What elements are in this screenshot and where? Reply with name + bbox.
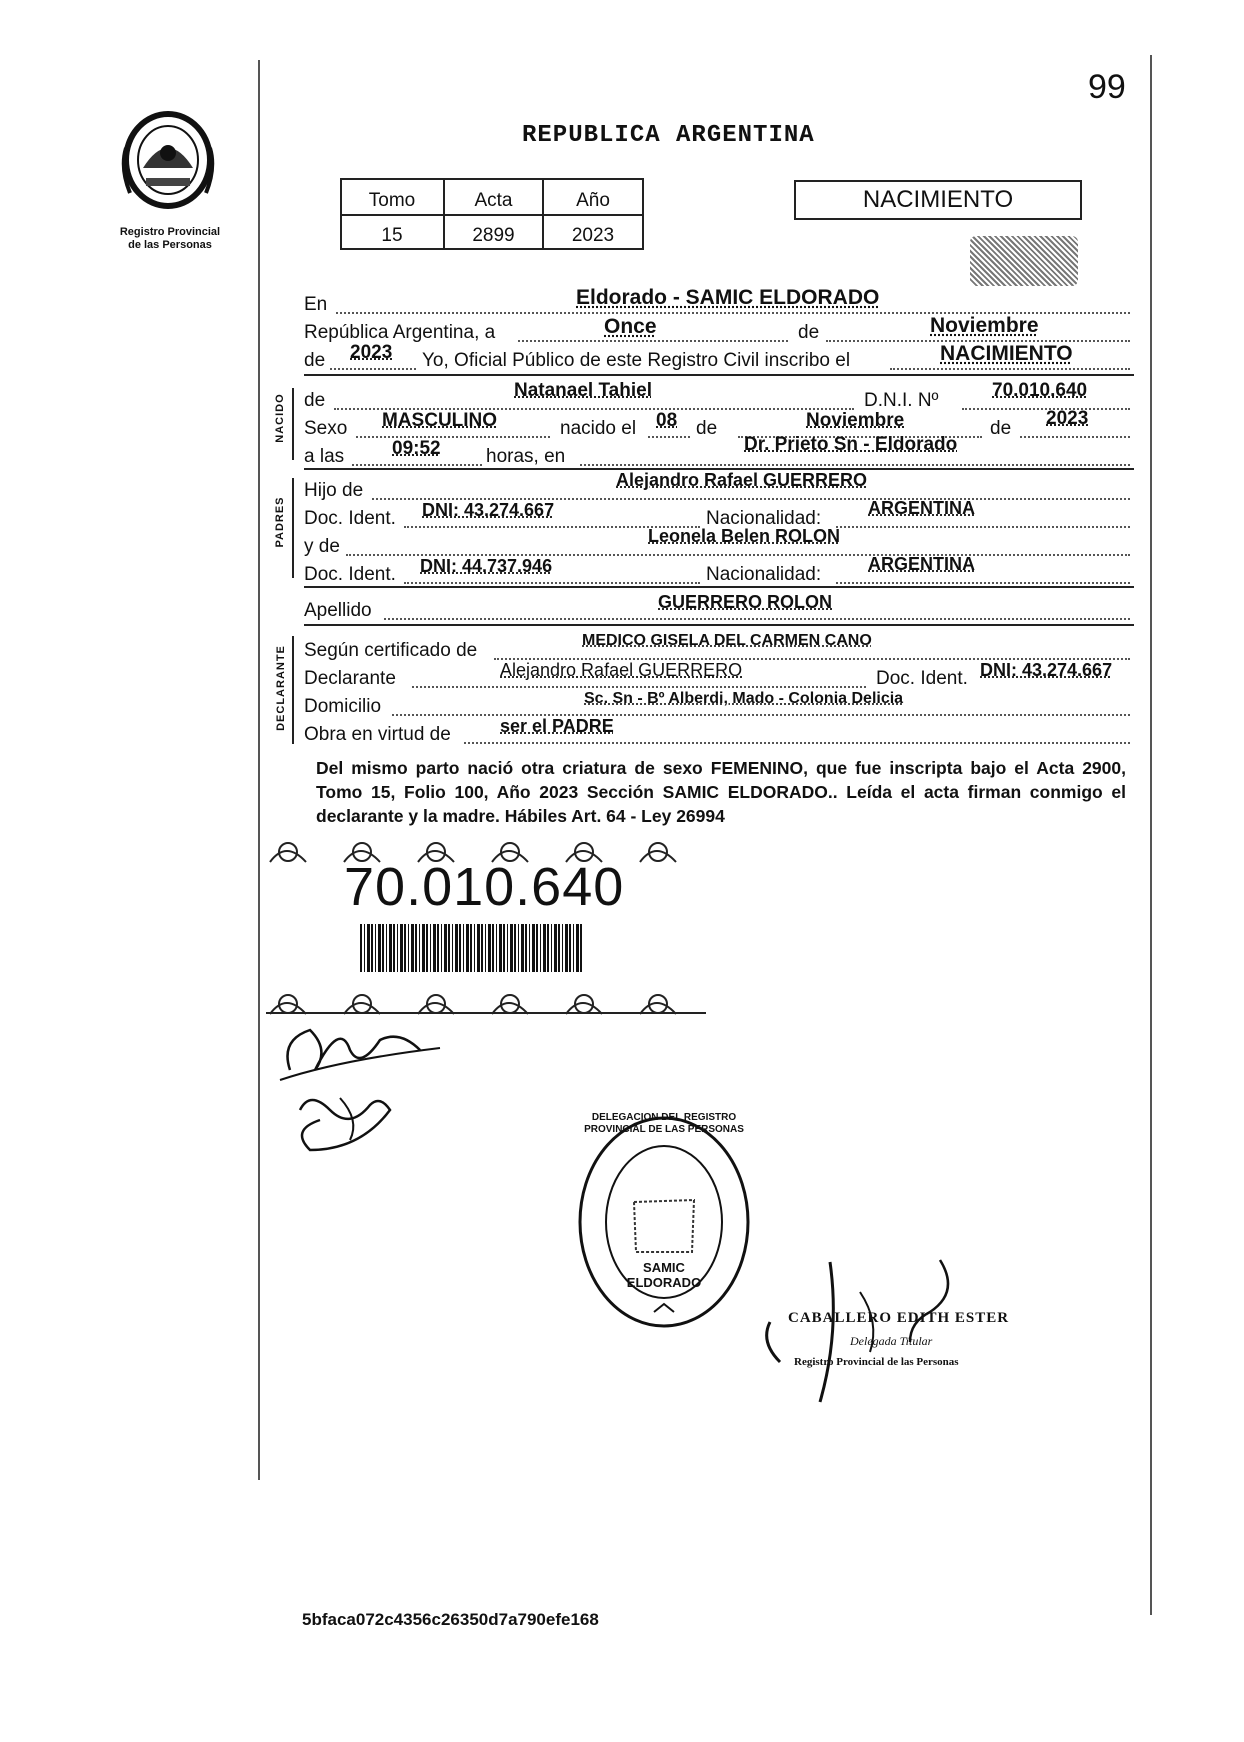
- registry-line-2: de las Personas: [128, 239, 212, 251]
- registry-caption: [100, 226, 240, 252]
- table-header-acta: Acta: [474, 190, 513, 211]
- domicilio-value: Sc. Sn - Bº Alberdi, Mado - Colonia Delicia: [584, 690, 904, 707]
- security-hologram: [970, 236, 1078, 286]
- padre-nac-dots: [836, 526, 1130, 528]
- obra-value: ser el PADRE: [500, 716, 614, 736]
- republica-label: República Argentina, a: [304, 322, 496, 343]
- hijo-de-label: Hijo de: [304, 480, 364, 501]
- lugar-value: Dr. Prieto Sn - Eldorado: [744, 434, 958, 455]
- nac-dia-dots: [648, 436, 690, 438]
- declarante-field-label: Declarante: [304, 668, 396, 689]
- nombre-value: Natanael Tahiel: [514, 380, 652, 401]
- nacionalidad2-label: Nacionalidad:: [706, 564, 822, 585]
- dia-value: Once: [604, 315, 657, 338]
- declarant-signature: [270, 1010, 450, 1160]
- official-registry: Registro Provincial de las Personas: [794, 1356, 959, 1368]
- padres-bracket: [292, 478, 294, 578]
- declarante-dots: [412, 686, 866, 688]
- y-de-label: y de: [304, 536, 340, 557]
- de2-label: de: [304, 350, 326, 371]
- country-title: REPUBLICA ARGENTINA: [522, 122, 815, 149]
- de-label: de: [798, 322, 820, 343]
- sexo-dots: [356, 436, 550, 438]
- official-signature: [760, 1252, 1040, 1412]
- madre-doc-value: DNI: 44.737.946: [420, 556, 553, 576]
- madre-nac-dots: [836, 582, 1130, 584]
- barcode: [360, 924, 582, 972]
- declarante-doc-value: DNI: 43.274.667: [980, 660, 1113, 680]
- declarante-value: Alejandro Rafael GUERRERO: [500, 660, 743, 680]
- en-label: En: [304, 294, 328, 315]
- de5-label: de: [990, 418, 1012, 439]
- doc-ident2-label: Doc. Ident.: [304, 564, 396, 585]
- segun-value: MEDICO GISELA DEL CARMEN CANO: [582, 632, 872, 649]
- anio-dots: [330, 368, 416, 370]
- madre-nac-value: ARGENTINA: [868, 554, 975, 574]
- dia-dots: [518, 340, 788, 342]
- madre-doc-dots: [404, 582, 700, 584]
- section-separator-4: [304, 624, 1134, 626]
- page-number: 99: [1088, 68, 1126, 106]
- apellido-dots: [384, 618, 1130, 620]
- registry-seal: [574, 1112, 754, 1332]
- declarante-label: DECLARANTE: [275, 645, 287, 731]
- apellido-value: GUERRERO ROLON: [658, 592, 833, 612]
- sexo-value: MASCULINO: [382, 410, 498, 431]
- segun-label: Según certificado de: [304, 640, 478, 661]
- registry-line-1: Registro Provincial: [119, 226, 221, 238]
- inscribo-value: NACIMIENTO: [940, 342, 1073, 365]
- province-logo: [118, 108, 218, 218]
- inscribo-dots: [890, 368, 1130, 370]
- nacido-bracket: [292, 388, 294, 460]
- stamp-big-number: 70.010.640: [344, 857, 625, 917]
- de3-label: de: [304, 390, 326, 411]
- nac-dia-value: 08: [656, 410, 678, 431]
- notes-paragraph: Del mismo parto nació otra criatura de sexo FEMENINO, que fue inscripta bajo el Acta 2900, Tomo 15, Folio 100, Año 2023 Sección SAMIC ELDORADO.. Leída el acta firman conmigo el declarante y la madre. Hábiles Art. 64 - Ley 26994: [316, 758, 1126, 826]
- left-margin-line: [258, 60, 260, 1480]
- nac-anio-dots: [1020, 436, 1130, 438]
- section-separator-1: [304, 374, 1134, 376]
- nac-anio-value: 2023: [1046, 408, 1089, 429]
- section-separator-3: [304, 586, 1134, 588]
- official-title: Delegada Titular: [850, 1334, 933, 1348]
- table-value-acta: 2899: [472, 225, 515, 246]
- lugar-dots: [580, 464, 1130, 466]
- doc-ident3-label: Doc. Ident.: [876, 668, 968, 689]
- record-type-box: NACIMIENTO: [794, 180, 1082, 220]
- declarante-bracket: [292, 636, 294, 744]
- yo-text: Yo, Oficial Público de este Registro Civil inscribo el: [422, 350, 851, 371]
- table-value-tomo: 15: [381, 225, 403, 246]
- madre-value: Leonela Belen ROLON: [648, 526, 841, 546]
- nacionalidad-label: Nacionalidad:: [706, 508, 822, 529]
- padre-value: Alejandro Rafael GUERRERO: [616, 470, 868, 490]
- doc-ident-label: Doc. Ident.: [304, 508, 396, 529]
- coat-of-arms-icon: [118, 108, 218, 218]
- de4-label: de: [696, 418, 718, 439]
- dni-label: D.N.I. Nº: [864, 390, 939, 411]
- nacido-el-label: nacido el: [560, 418, 637, 439]
- padre-doc-value: DNI: 43.274.667: [422, 500, 555, 520]
- nac-mes-value: Noviembre: [806, 410, 905, 431]
- domicilio-label: Domicilio: [304, 696, 382, 717]
- a-las-label: a las: [304, 446, 345, 467]
- hora-value: 09:52: [392, 438, 441, 459]
- document-hash: 5bfaca072c4356c26350d7a790efe168: [302, 1610, 599, 1629]
- right-margin-line: [1150, 55, 1152, 1615]
- padre-nac-value: ARGENTINA: [868, 498, 975, 518]
- nacido-label: NACIDO: [274, 393, 286, 443]
- obra-label: Obra en virtud de: [304, 724, 451, 745]
- table-value-anio: 2023: [571, 225, 615, 246]
- dni-value: 70.010.640: [992, 380, 1088, 401]
- seal-ring-text: DELEGACION DEL REGISTRO PROVINCIAL DE LAS PERSONAS: [584, 1112, 744, 1135]
- apellido-label: Apellido: [304, 600, 372, 621]
- table-header-anio: Año: [576, 190, 610, 211]
- table-header-tomo: Tomo: [368, 190, 416, 211]
- table-divider-h: [340, 214, 644, 216]
- seal-center-text: SAMIC ELDORADO: [626, 1260, 702, 1290]
- en-value: Eldorado - SAMIC ELDORADO: [576, 286, 880, 309]
- mes-value: Noviembre: [930, 314, 1039, 337]
- sexo-label: Sexo: [304, 418, 348, 439]
- padres-label: PADRES: [274, 496, 286, 548]
- anio-value: 2023: [350, 342, 393, 363]
- horas-en-label: horas, en: [486, 446, 566, 467]
- hora-dots: [352, 464, 482, 466]
- official-name: CABALLERO EDITH ESTER: [788, 1310, 1010, 1326]
- obra-dots: [464, 742, 1130, 744]
